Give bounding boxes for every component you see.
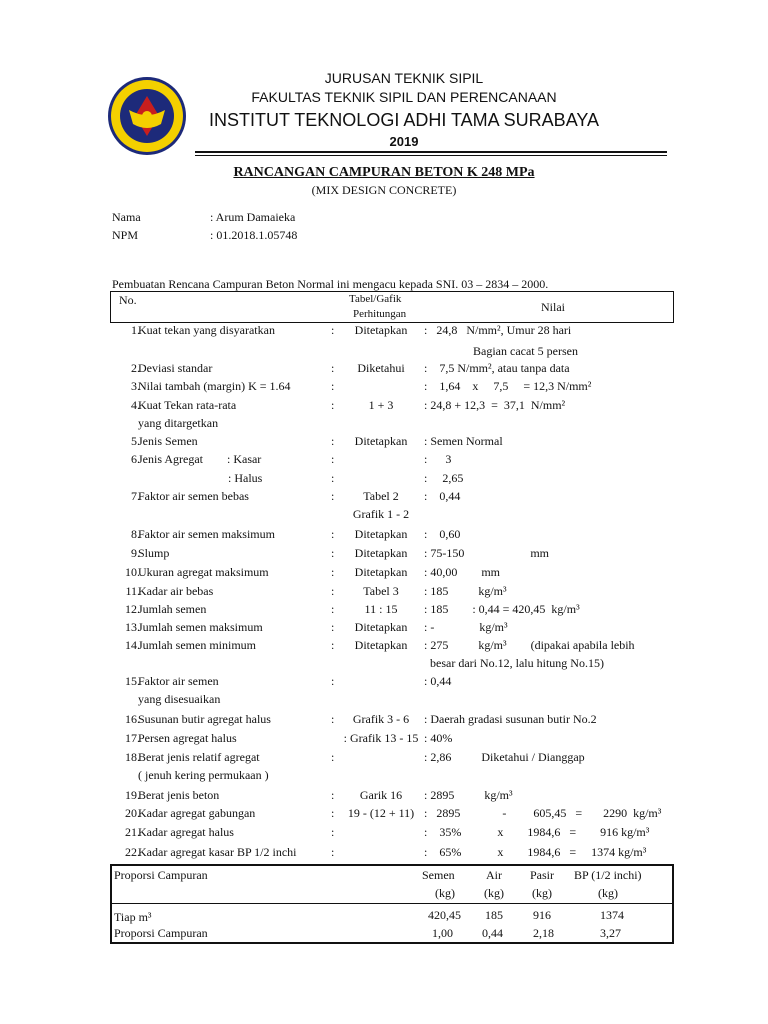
row-reference: Ditetapkan — [354, 434, 408, 448]
name-value: : Arum Damaieka — [210, 210, 296, 224]
row-reference: Ditetapkan — [354, 527, 408, 541]
row-colon: : — [331, 788, 335, 802]
table-row — [0, 379, 768, 397]
row-label: Kadar agregat halus — [138, 825, 234, 839]
row-number: 10. — [125, 565, 140, 579]
row-tiap-air: 185 — [485, 908, 503, 922]
row-number: 6. — [131, 452, 140, 466]
table-row — [0, 692, 768, 710]
row-value: : 275 kg/m³ (dipakai apabila lebih — [424, 638, 635, 652]
col-ref-line1: Tabel/Gafik — [349, 293, 402, 305]
row-label: Kadar air bebas — [138, 584, 214, 598]
department-name: JURUSAN TEKNIK SIPIL — [324, 70, 484, 86]
row-reference: Ditetapkan — [354, 620, 408, 634]
row-value: besar dari No.12, lalu hitung No.15) — [424, 656, 604, 670]
row-tiap-pasir: 916 — [533, 908, 551, 922]
row-label: Nilai tambah (margin) K = 1.64 — [138, 379, 291, 393]
unit-air: (kg) — [484, 886, 504, 900]
row-label: Faktor air semen maksimum — [138, 527, 275, 541]
table-row — [0, 471, 768, 489]
row-value: : 65% x 1984,6 = 1374 kg/m³ — [424, 845, 647, 859]
row-value: : 3 — [424, 452, 452, 466]
row-value: : 185 kg/m³ — [424, 584, 507, 598]
row-prop-air: 0,44 — [482, 926, 503, 940]
row-label: Persen agregat halus — [138, 731, 237, 745]
table-row — [0, 674, 768, 692]
proportion-title: Proporsi Campuran — [114, 868, 208, 882]
row-reference: : Grafik 13 - 15 — [343, 731, 419, 745]
row-label: Kadar agregat gabungan — [138, 806, 256, 820]
row-number: 1. — [131, 323, 140, 337]
row-label: Jumlah semen minimum — [138, 638, 256, 652]
table-row — [0, 602, 768, 620]
row-label: yang disesuaikan — [138, 692, 221, 706]
table-row — [0, 750, 768, 768]
proportion-divider — [112, 903, 672, 904]
row-label: Kuat Tekan rata-rata — [138, 398, 237, 412]
table-row — [0, 584, 768, 602]
row-tiap-semen: 420,45 — [428, 908, 461, 922]
row-number: 14. — [125, 638, 140, 652]
row-colon: : — [331, 379, 335, 393]
row-number: 15. — [125, 674, 140, 688]
row-colon: : — [331, 546, 335, 560]
row-colon: : — [331, 452, 335, 466]
row-number: 3. — [131, 379, 140, 393]
row-number: 2. — [131, 361, 140, 375]
header-rule — [195, 151, 667, 153]
row-tiap-label: Tiap m³ — [114, 910, 152, 924]
table-row — [0, 712, 768, 730]
row-number: 16. — [125, 712, 140, 726]
row-label: Faktor air semen — [138, 674, 219, 688]
npm-value: : 01.2018.1.05748 — [210, 228, 298, 242]
row-colon: : — [331, 712, 335, 726]
table-row — [0, 845, 768, 863]
row-value: Bagian cacat 5 persen — [473, 344, 578, 358]
row-value: : 24,8 N/mm², Umur 28 hari — [424, 323, 572, 337]
row-tiap-bp: 1374 — [600, 908, 624, 922]
faculty-name: FAKULTAS TEKNIK SIPIL DAN PERENCANAAN — [251, 89, 557, 105]
row-value: : 2895 - 605,45 = 2290 kg/m³ — [424, 806, 662, 820]
row-label: Jenis Semen — [138, 434, 198, 448]
table-row — [0, 361, 768, 379]
unit-pasir: (kg) — [532, 886, 552, 900]
row-value: : 24,8 + 12,3 = 37,1 N/mm² — [424, 398, 566, 412]
row-colon: : — [331, 602, 335, 616]
row-value: : 35% x 1984,6 = 916 kg/m³ — [424, 825, 650, 839]
row-label: Jumlah semen maksimum — [138, 620, 263, 634]
row-colon: : — [331, 825, 335, 839]
row-number: 13. — [125, 620, 140, 634]
row-value: : 40,00 mm — [424, 565, 501, 579]
row-label: Jenis Agregat : Kasar — [138, 452, 262, 466]
row-number: 8. — [131, 527, 140, 541]
unit-bp: (kg) — [598, 886, 618, 900]
row-value: : 0,44 — [424, 489, 461, 503]
row-colon: : — [331, 361, 335, 375]
row-label: Ukuran agregat maksimum — [138, 565, 269, 579]
row-label: Deviasi standar — [138, 361, 213, 375]
row-number: 7. — [131, 489, 140, 503]
row-value: : 0,60 — [424, 527, 461, 541]
row-colon: : — [331, 434, 335, 448]
row-value: : 2895 kg/m³ — [424, 788, 513, 802]
intro-text: Pembuatan Rencana Campuran Beton Normal ini mengacu kepada SNI. 03 – 2834 – 2000. — [112, 277, 549, 291]
row-number: 17. — [125, 731, 140, 745]
row-label: Berat jenis relatif agregat — [138, 750, 260, 764]
row-label: Berat jenis beton — [138, 788, 220, 802]
row-colon: : — [331, 584, 335, 598]
table-row — [0, 546, 768, 564]
row-value: : 185 : 0,44 = 420,45 kg/m³ — [424, 602, 580, 616]
table-row — [0, 656, 768, 674]
row-number: 5. — [131, 434, 140, 448]
row-colon: : — [331, 845, 335, 859]
row-value: : 0,44 — [424, 674, 452, 688]
row-reference: Ditetapkan — [354, 565, 408, 579]
row-value: : 75-150 mm — [424, 546, 549, 560]
row-reference: 19 - (12 + 11) — [347, 806, 415, 820]
col-semen: Semen — [422, 868, 455, 882]
col-nilai: Nilai — [541, 300, 565, 314]
row-colon: : — [331, 806, 335, 820]
row-label: yang ditargetkan — [138, 416, 219, 430]
name-label: Nama — [112, 210, 141, 224]
row-reference: Garik 16 — [359, 788, 403, 802]
table-row — [0, 507, 768, 525]
row-label: Susunan butir agregat halus — [138, 712, 271, 726]
table-row — [0, 489, 768, 507]
table-row — [0, 452, 768, 470]
col-no: No. — [119, 293, 137, 307]
table-header — [110, 291, 674, 323]
table-row — [0, 768, 768, 786]
row-colon: : — [331, 398, 335, 412]
row-prop-pasir: 2,18 — [533, 926, 554, 940]
row-value: : 40% — [424, 731, 453, 745]
row-value: : 2,86 Diketahui / Dianggap — [424, 750, 585, 764]
row-value: : 7,5 N/mm², atau tanpa data — [424, 361, 570, 375]
document-title: RANCANGAN CAMPURAN BETON K 248 MPa — [233, 165, 535, 180]
table-row — [0, 788, 768, 806]
table-row — [0, 416, 768, 434]
table-row — [0, 620, 768, 638]
col-pasir: Pasir — [530, 868, 554, 882]
row-number: 9. — [131, 546, 140, 560]
row-prop-bp: 3,27 — [600, 926, 621, 940]
row-reference: Grafik 1 - 2 — [352, 507, 410, 521]
unit-semen: (kg) — [435, 886, 455, 900]
row-number: 20. — [125, 806, 140, 820]
table-row — [0, 527, 768, 545]
row-value: : Daerah gradasi susunan butir No.2 — [424, 712, 597, 726]
institute-name: INSTITUT TEKNOLOGI ADHI TAMA SURABAYA — [208, 110, 600, 130]
row-number: 21. — [125, 825, 140, 839]
row-label: Jumlah semen — [138, 602, 207, 616]
document-subtitle: (MIX DESIGN CONCRETE) — [311, 183, 457, 197]
table-row — [0, 323, 768, 341]
row-colon: : — [331, 674, 335, 688]
row-label: Kadar agregat kasar BP 1/2 inchi — [138, 845, 297, 859]
header-rule-thin — [195, 155, 667, 156]
row-label: Slump — [138, 546, 170, 560]
row-colon: : — [331, 489, 335, 503]
row-label: : Halus — [138, 471, 263, 485]
row-reference: 11 : 15 — [364, 602, 398, 616]
row-prop-label: Proporsi Campuran — [114, 926, 208, 940]
row-reference: Tabel 3 — [363, 584, 399, 598]
table-row — [0, 731, 768, 749]
row-label: ( jenuh kering permukaan ) — [138, 768, 269, 782]
table-row — [0, 434, 768, 452]
col-air: Air — [486, 868, 502, 882]
col-bp: BP (1/2 inchi) — [574, 868, 642, 882]
row-label: Kuat tekan yang disyaratkan — [138, 323, 275, 337]
col-ref-line2: Perhitungan — [353, 308, 407, 320]
table-row — [0, 565, 768, 583]
row-reference: Ditetapkan — [354, 323, 408, 337]
row-number: 11. — [125, 584, 140, 598]
table-row — [0, 344, 768, 362]
row-number: 4. — [131, 398, 140, 412]
row-reference: Ditetapkan — [354, 546, 408, 560]
row-value: : - kg/m³ — [424, 620, 508, 634]
row-colon: : — [331, 750, 335, 764]
row-value: : 2,65 — [424, 471, 464, 485]
row-reference: Grafik 3 - 6 — [352, 712, 410, 726]
row-colon: : — [331, 638, 335, 652]
row-reference: 1 + 3 — [368, 398, 394, 412]
row-reference: Tabel 2 — [363, 489, 399, 503]
row-colon: : — [331, 565, 335, 579]
row-value: : 1,64 x 7,5 = 12,3 N/mm² — [424, 379, 592, 393]
proportion-table — [110, 864, 674, 944]
year: 2019 — [389, 134, 419, 149]
table-row — [0, 398, 768, 416]
row-prop-semen: 1,00 — [432, 926, 453, 940]
npm-label: NPM — [112, 228, 139, 242]
row-number: 19. — [125, 788, 140, 802]
table-row — [0, 638, 768, 656]
row-colon: : — [331, 471, 335, 485]
table-row — [0, 825, 768, 843]
row-colon: : — [331, 323, 335, 337]
row-colon: : — [331, 620, 335, 634]
row-number: 12. — [125, 602, 140, 616]
row-colon: : — [331, 527, 335, 541]
row-number: 18. — [125, 750, 140, 764]
table-row — [0, 806, 768, 824]
row-reference: Ditetapkan — [354, 638, 408, 652]
row-value: : Semen Normal — [424, 434, 503, 448]
row-label: Faktor air semen bebas — [138, 489, 249, 503]
row-number: 22. — [125, 845, 140, 859]
row-reference: Diketahui — [357, 361, 405, 375]
